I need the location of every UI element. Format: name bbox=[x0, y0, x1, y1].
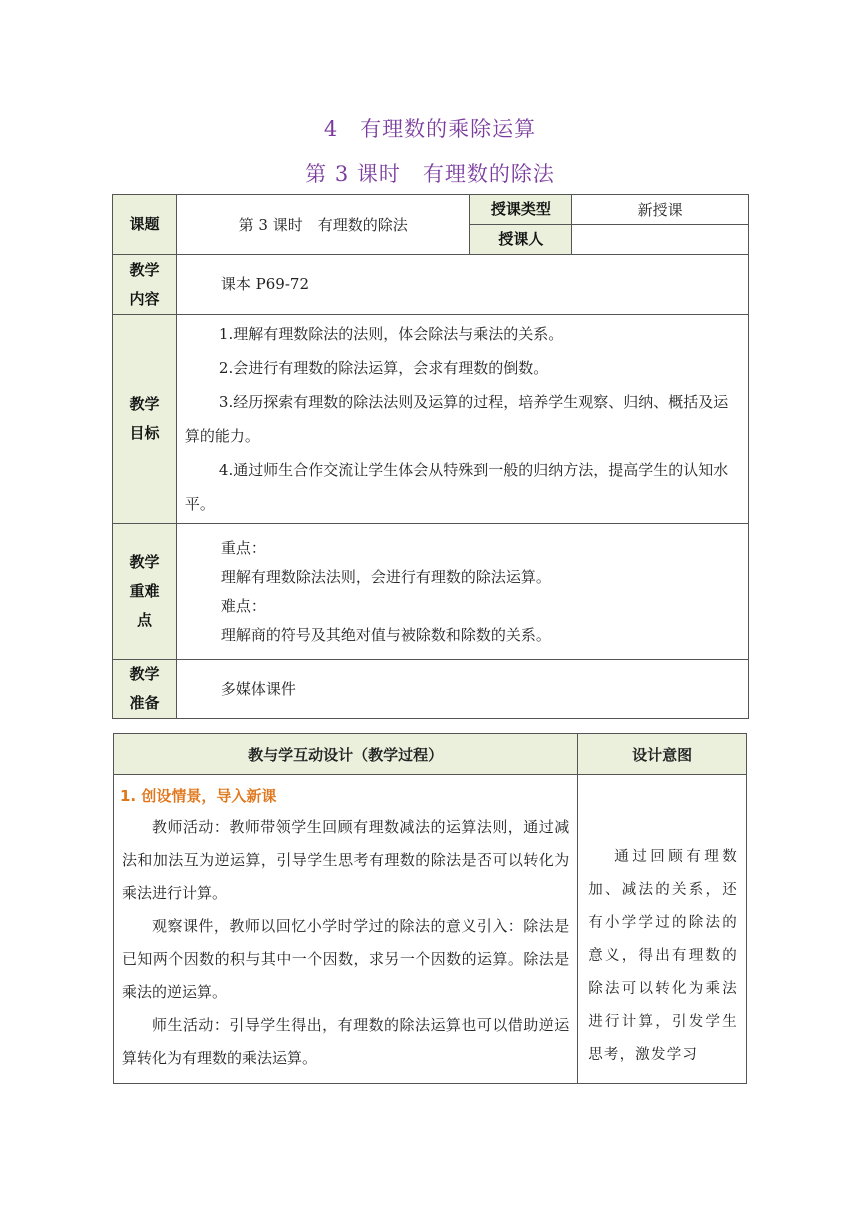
teaching-process-table bbox=[113, 733, 747, 1084]
process-paragraph: 师生活动：引导学生得出，有理数的除法运算也可以借助逆运算转化为有理数的乘法运算。 bbox=[122, 1016, 570, 1067]
topic-label: 课题 bbox=[113, 195, 177, 255]
intent-text: 通过回顾有理数加、减法的关系，还有小学学过的除法的意义，得出有理数的除法可以转化为乘法进行计算，引发学生思考，激发学习 bbox=[588, 849, 738, 1063]
process-header: 教与学互动设计（教学过程） bbox=[114, 734, 578, 775]
lesson-type-label: 授课类型 bbox=[470, 195, 572, 225]
teacher-value bbox=[572, 225, 749, 255]
process-paragraph: 教师活动：教师带领学生回顾有理数减法的运算法则，通过减法和加法互为逆运算，引导学生思考有理数的除法是否可以转化为乘法进行计算。 bbox=[122, 818, 570, 902]
key-points-content bbox=[176, 524, 748, 660]
key-points-heading: 重点： bbox=[220, 538, 266, 557]
goals-list bbox=[176, 315, 748, 524]
goal-item: 4.通过师生合作交流让学生体会从特殊到一般的归纳方法，提高学生的认知水平。 bbox=[184, 461, 729, 513]
topic-value: 第 3 课时 有理数的除法 bbox=[176, 195, 470, 255]
design-intent bbox=[578, 775, 747, 1084]
content-value: 课本 P69-72 bbox=[176, 255, 748, 315]
prep-value: 多媒体课件 bbox=[176, 660, 748, 719]
lesson-type-value: 新授课 bbox=[572, 195, 749, 225]
key-points-label: 教学 重难 点 bbox=[113, 524, 177, 660]
process-paragraph: 观察课件，教师以回忆小学时学过的除法的意义引入：除法是已知两个因数的积与其中一个因数，求另一个因数的运算。除法是乘法的逆运算。 bbox=[122, 917, 570, 1001]
unit-title: 4 有理数的乘除运算 bbox=[323, 117, 537, 141]
key-points-text: 理解有理数除法法则，会进行有理数的除法运算。 bbox=[220, 567, 551, 586]
prep-label: 教学 准备 bbox=[113, 660, 177, 719]
goal-item: 1.理解有理数除法的法则，体会除法与乘法的关系。 bbox=[218, 325, 564, 343]
goals-label: 教学 目标 bbox=[113, 315, 177, 524]
content-label: 教学 内容 bbox=[113, 255, 177, 315]
goal-item: 3.经历探索有理数的除法法则及运算的过程，培养学生观察、归纳、概括及运算的能力。 bbox=[184, 393, 729, 445]
intent-header: 设计意图 bbox=[578, 734, 747, 775]
process-content bbox=[114, 775, 578, 1084]
goal-item: 2.会进行有理数的除法运算，会求有理数的倒数。 bbox=[218, 359, 549, 377]
lesson-info-table bbox=[112, 194, 749, 719]
teacher-label: 授课人 bbox=[470, 225, 572, 255]
lesson-title: 第 3 课时 有理数的除法 bbox=[305, 162, 555, 186]
difficulties-heading: 难点： bbox=[220, 596, 266, 615]
difficulties-text: 理解商的符号及其绝对值与被除数和除数的关系。 bbox=[220, 625, 551, 644]
section-heading: 1. 创设情景，导入新课 bbox=[120, 787, 277, 805]
